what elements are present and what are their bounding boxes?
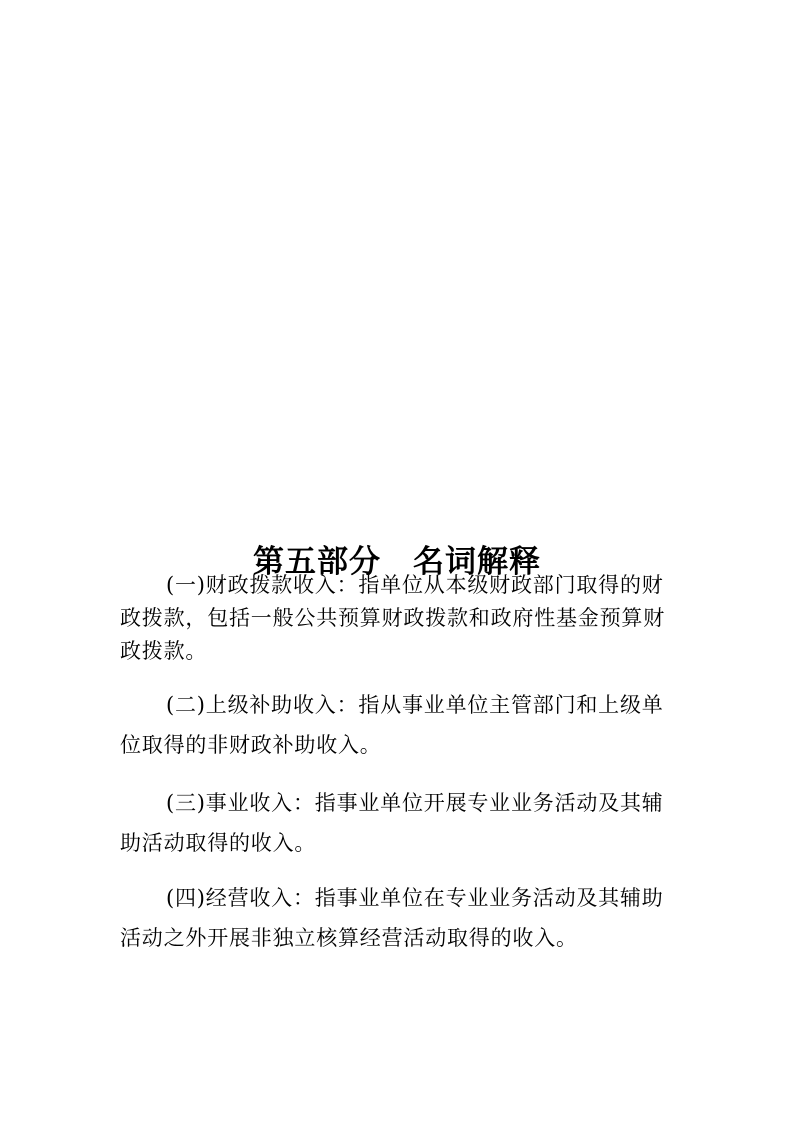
definition-paragraph-2: (二)上级补助收入：指从事业单位主管部门和上级单位取得的非财政补助收入。 bbox=[120, 693, 664, 757]
definition-paragraph-1: (一)财政拨款收入：指单位从本级财政部门取得的财政拨款，包括一般公共预算财政拨款和政府性基金预算财政拨款。 bbox=[120, 573, 665, 663]
definition-paragraph-4: (四)经营收入：指事业单位在专业业务活动及其辅助活动之外开展非独立核算经营活动取得的收入。 bbox=[120, 886, 664, 950]
definition-paragraph-3: (三)事业收入：指事业单位开展专业业务活动及其辅助活动取得的收入。 bbox=[120, 791, 664, 855]
section-title: 第五部分 名词解释 bbox=[253, 543, 541, 580]
